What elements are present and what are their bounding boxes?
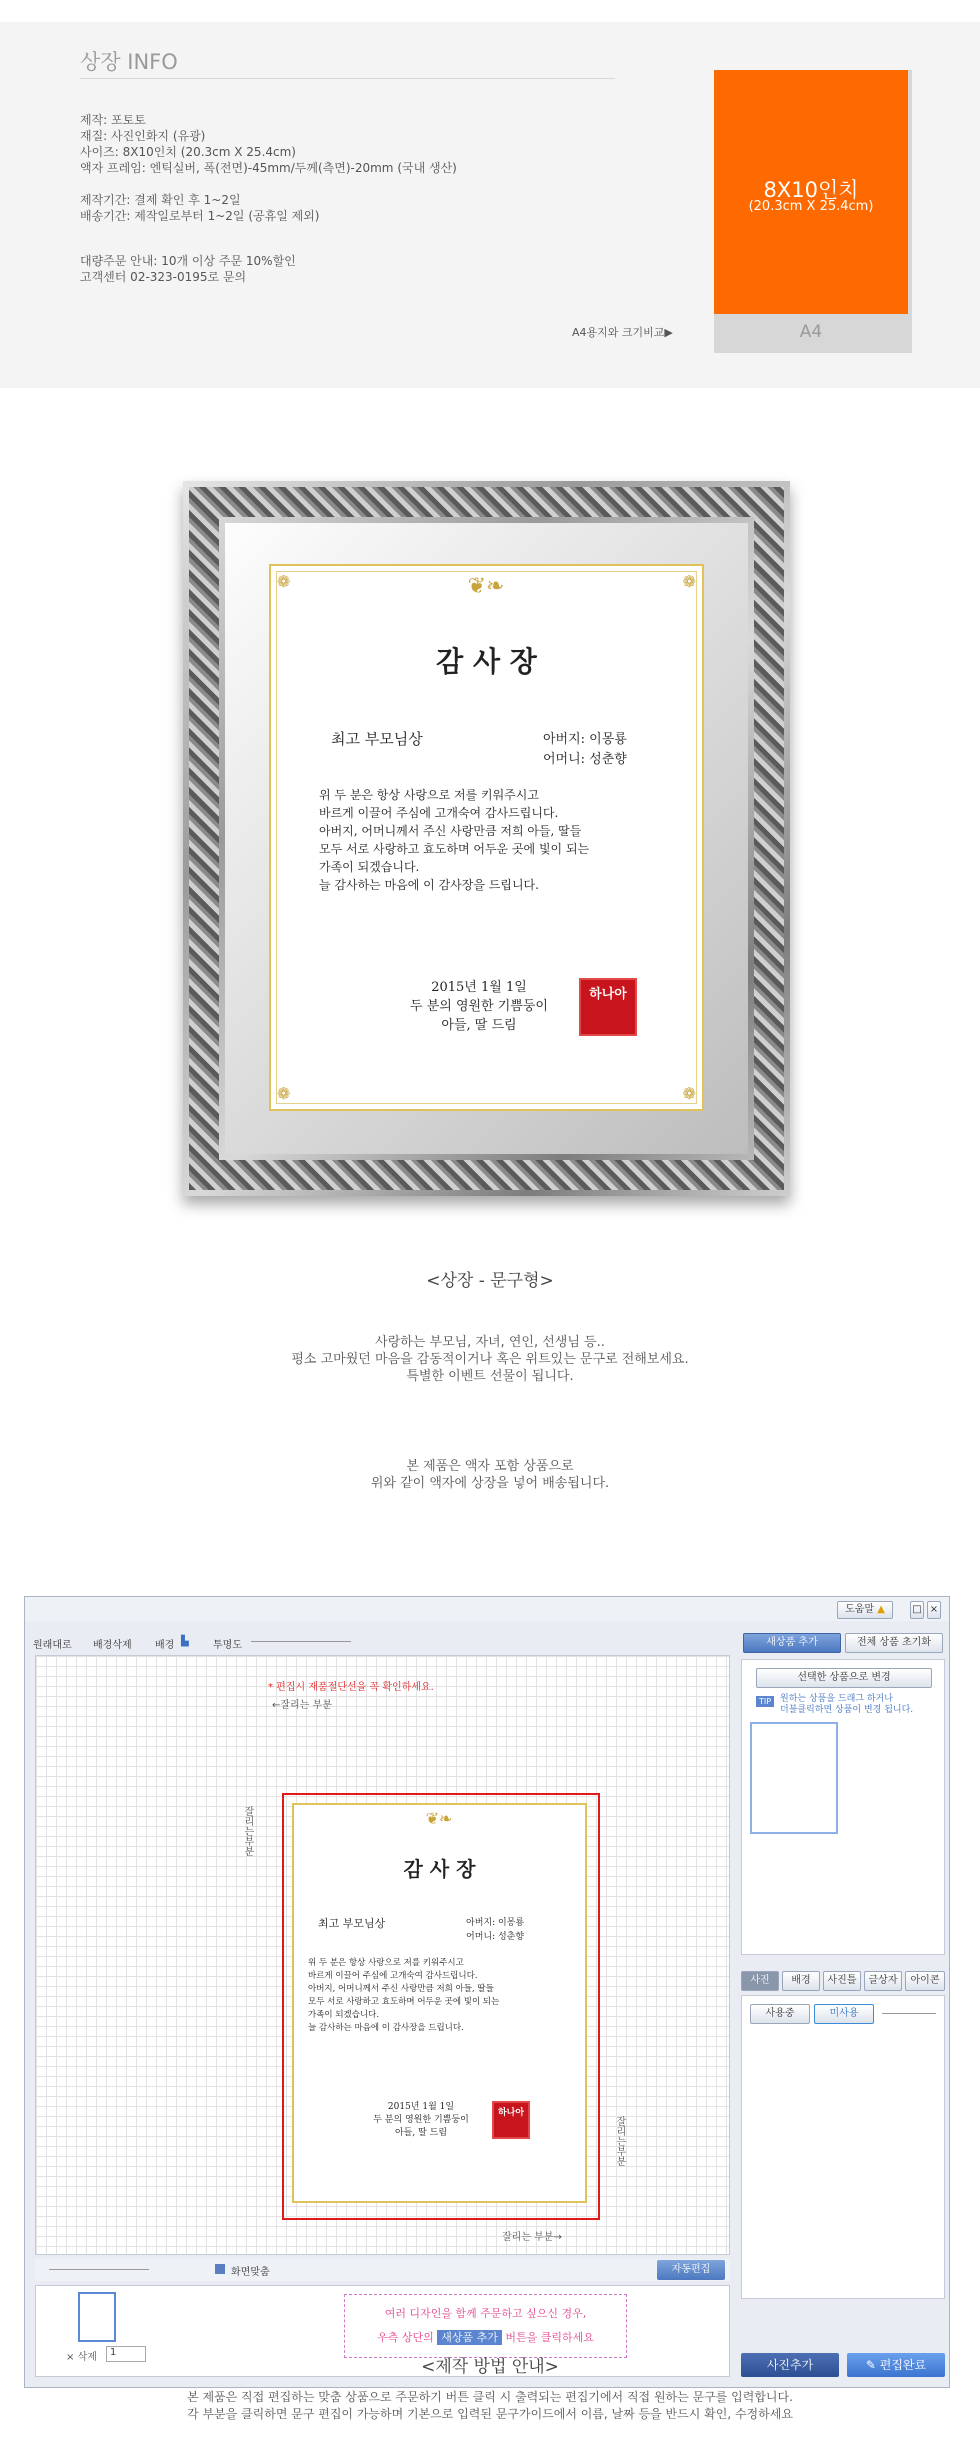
background-button[interactable]: 배경 bbox=[155, 1640, 175, 1651]
corner-ornament-icon: ❁ bbox=[277, 572, 291, 591]
gold-ornament-icon: ❦❧ bbox=[425, 1809, 453, 1828]
tip-badge: TIP bbox=[756, 1696, 774, 1707]
caption-line: 특별한 이벤트 선물이 됩니다. bbox=[406, 1369, 574, 1384]
body-line: 늘 감사하는 마음에 이 감사장을 드립니다. bbox=[319, 878, 539, 892]
corner-ornament-icon: ❁ bbox=[682, 572, 696, 591]
corner-ornament-icon: ❁ bbox=[277, 1084, 291, 1103]
used-filter[interactable]: 사용중 bbox=[750, 2004, 810, 2024]
guide-text bbox=[0, 2389, 980, 2423]
notice-text-a: 우측 상단의 bbox=[377, 2331, 434, 2344]
certificate-mother: 어머니: 성춘향 bbox=[543, 752, 627, 767]
caption-line: 본 제품은 액자 포함 상품으로 bbox=[406, 1459, 574, 1474]
cut-area-left: 잘리는부분 bbox=[242, 1806, 253, 1856]
certificate-recipient: 최고 부모님상 bbox=[331, 730, 423, 748]
reset-all-products-button[interactable]: 전체 상품 초기화 bbox=[845, 1633, 943, 1653]
delete-label: 삭제 bbox=[77, 2352, 97, 2363]
certificate-sign-line2: 아들, 딸 드림 bbox=[441, 1018, 517, 1033]
tip-line: 더블클릭하면 상품이 변경 됩니다. bbox=[780, 1705, 914, 1715]
size-compare-graphic bbox=[714, 70, 912, 353]
opacity-label: 투명도 bbox=[213, 1640, 242, 1651]
product-size-label: 8X10인치 bbox=[763, 178, 859, 202]
edit-icon: ✎ bbox=[865, 2358, 876, 2372]
guide-title: <제작 방법 안내> bbox=[421, 2357, 559, 2377]
change-to-selected-button[interactable]: 선택한 상품으로 변경 bbox=[756, 1668, 932, 1688]
a4-compare-label: A4용지와 크기비교▶ bbox=[572, 326, 673, 339]
fit-screen-label: 화면맞춤 bbox=[231, 2267, 270, 2278]
zoom-slider[interactable] bbox=[49, 2269, 149, 2270]
sidebar-tabs bbox=[741, 1971, 945, 1993]
product-list-panel bbox=[741, 1659, 945, 1955]
thumb-size-slider[interactable] bbox=[882, 2013, 936, 2014]
certificate-signature bbox=[389, 978, 569, 1035]
certificate-preview[interactable] bbox=[292, 1803, 587, 2203]
notice-text-b: 버튼을 클릭하세요 bbox=[505, 2331, 594, 2344]
add-photo-button[interactable]: 사진추가 bbox=[741, 2353, 839, 2377]
divider bbox=[80, 78, 615, 79]
quantity-input[interactable]: 1 bbox=[106, 2346, 146, 2362]
bulk-discount: 대량주문 안내: 10개 이상 주문 10%할인 bbox=[80, 254, 296, 268]
body-line: 위 두 분은 항상 사랑으로 저를 키워주시고 bbox=[319, 788, 539, 802]
caption-line: 평소 고마웠던 마음을 감동적이거나 혹은 위트있는 문구로 전해보세요. bbox=[291, 1352, 689, 1367]
multi-design-notice bbox=[344, 2294, 627, 2358]
tab-background[interactable]: 배경 bbox=[782, 1971, 820, 1991]
design-thumbnail[interactable] bbox=[78, 2292, 116, 2342]
certificate-paper bbox=[269, 564, 704, 1111]
minimize-icon[interactable]: □ bbox=[910, 1601, 924, 1619]
body-line: 가족이 되겠습니다. bbox=[319, 860, 420, 874]
fit-screen-checkbox[interactable] bbox=[215, 2264, 225, 2274]
schedule-list bbox=[80, 192, 319, 224]
caption-line: 사랑하는 부모님, 자녀, 연인, 선생님 등.. bbox=[375, 1335, 605, 1350]
tab-photo[interactable]: 사진 bbox=[741, 1971, 779, 1991]
caption-paragraph-1 bbox=[0, 1334, 980, 1385]
body-line: 모두 서로 사랑하고 효도하며 어두운 곳에 빛이 되는 bbox=[319, 842, 590, 856]
corner-ornament-icon: ❁ bbox=[682, 1084, 696, 1103]
preview-recipient[interactable]: 최고 부모님상 bbox=[318, 1917, 386, 1930]
certificate-title: 감 사 장 bbox=[436, 645, 537, 678]
tip-text bbox=[780, 1694, 913, 1716]
preview-sign-line2: 아들, 딸 드림 bbox=[394, 2128, 448, 2138]
preview-body[interactable] bbox=[308, 1957, 499, 2035]
cut-area-top: ←잘리는 부분 bbox=[272, 1700, 332, 1711]
customer-center: 고객센터 02-323-0195로 문의 bbox=[80, 270, 247, 284]
cut-area-bottom: 잘리는 부분→ bbox=[502, 2232, 562, 2243]
body-line: 모두 서로 사랑하고 효도하며 어두운 곳에 빛이 되는 bbox=[308, 1997, 500, 2007]
preview-father[interactable]: 아버지: 이몽룡 bbox=[466, 1918, 525, 1928]
edit-canvas[interactable] bbox=[35, 1655, 730, 2255]
tip-line: 원하는 상품을 드래그 하거나 bbox=[780, 1694, 893, 1704]
spec-list bbox=[80, 112, 457, 176]
preview-title[interactable]: 감 사 장 bbox=[403, 1857, 476, 1881]
certificate-body bbox=[319, 786, 589, 894]
reset-button[interactable]: 원래대로 bbox=[33, 1640, 72, 1651]
body-line: 가족이 되겠습니다. bbox=[308, 2010, 380, 2020]
photo-panel bbox=[741, 1995, 945, 2299]
unused-filter[interactable]: 미사용 bbox=[814, 2004, 874, 2024]
spec-material: 재질: 사진인화지 (유광) bbox=[80, 129, 206, 143]
tab-icon[interactable]: 아이콘 bbox=[905, 1971, 945, 1991]
background-icon: ▙ bbox=[181, 1636, 189, 1647]
preview-sign-line1: 두 분의 영원한 기쁨둥이 bbox=[373, 2115, 469, 2125]
tab-photo-frame[interactable]: 사진틀 bbox=[823, 1971, 861, 1991]
gold-ornament-icon: ❦❧ bbox=[467, 574, 505, 599]
editor-screenshot bbox=[24, 1596, 950, 2388]
caption-paragraph-2 bbox=[0, 1458, 980, 1492]
preview-signature[interactable] bbox=[356, 2101, 486, 2140]
product-size-cm: (20.3cm X 25.4cm) bbox=[748, 199, 874, 214]
right-sidebar bbox=[741, 1633, 945, 2378]
close-icon[interactable]: × bbox=[927, 1601, 941, 1619]
canvas-bottom-bar bbox=[35, 2259, 730, 2281]
body-line: 늘 감사하는 마음에 이 감사장을 드립니다. bbox=[308, 2023, 464, 2033]
body-line: 아버지, 어머니께서 주신 사랑만큼 저희 아들, 딸들 bbox=[308, 1984, 494, 1994]
bulk-order-info bbox=[80, 253, 296, 285]
shipping-period: 배송기간: 제작일로부터 1~2일 (공휴일 제외) bbox=[80, 209, 320, 223]
product-caption-title: <상장 - 문구형> bbox=[426, 1271, 554, 1291]
canvas-toolbar bbox=[33, 1633, 733, 1653]
preview-seal: 하나아 bbox=[492, 2101, 530, 2139]
notice-line1: 여러 디자인을 함께 주문하고 싶으신 경우, bbox=[384, 2307, 587, 2320]
delete-background-button[interactable]: 배경삭제 bbox=[93, 1640, 132, 1651]
a4-label: A4 bbox=[799, 322, 823, 342]
certificate-date: 2015년 1월 1일 bbox=[431, 980, 527, 995]
new-product-button[interactable]: 새상품 추가 bbox=[743, 1633, 841, 1653]
notice-line2 bbox=[345, 2329, 626, 2345]
warning-icon: ▲ bbox=[877, 1604, 885, 1615]
preview-date: 2015년 1월 1일 bbox=[387, 2102, 455, 2112]
spec-size: 사이즈: 8X10인치 (20.3cm X 25.4cm) bbox=[80, 145, 296, 159]
body-line: 아버지, 어머니께서 주신 사랑만큼 저희 아들, 딸들 bbox=[319, 824, 582, 838]
spec-frame: 액자 프레임: 엔틱실버, 폭(전면)-45mm/두께(측면)-20mm (국내 생산) bbox=[80, 161, 457, 175]
framed-certificate-image bbox=[183, 481, 790, 1196]
delete-design-button[interactable]: × 삭제 bbox=[66, 2352, 97, 2363]
red-seal-stamp: 하나아 bbox=[579, 978, 637, 1036]
help-label: 도움말 bbox=[845, 1604, 875, 1615]
certificate-sign-line1: 두 분의 영원한 기쁨둥이 bbox=[410, 999, 548, 1014]
certificate-father: 아버지: 이몽룡 bbox=[543, 732, 627, 747]
product-info-section bbox=[0, 22, 980, 388]
spec-maker: 제작: 포토토 bbox=[80, 113, 146, 127]
help-button[interactable] bbox=[837, 1601, 893, 1619]
body-line: 위 두 분은 항상 사랑으로 저를 키워주시고 bbox=[308, 1958, 464, 1968]
info-title: 상장 INFO bbox=[80, 50, 178, 74]
body-line: 바르게 이끌어 주심에 고개숙여 감사드립니다. bbox=[319, 806, 559, 820]
cut-line-warning: * 편집시 재품절단선을 꼭 확인하세요. bbox=[268, 1682, 434, 1693]
guide-line: 각 부분을 클릭하면 문구 편집이 가능하며 기본으로 입력된 문구가이드에서 이름, 날짜 등을 반드시 확인, 수정하세요 bbox=[187, 2407, 793, 2421]
cut-area-right: 잘리는부분 bbox=[614, 2116, 625, 2166]
tab-textbox[interactable]: 글상자 bbox=[864, 1971, 902, 1991]
production-period: 제작기간: 결제 확인 후 1~2일 bbox=[80, 193, 241, 207]
editor-title-bar bbox=[25, 1597, 949, 1621]
notice-new-product-chip: 새상품 추가 bbox=[437, 2330, 502, 2345]
body-line: 바르게 이끌어 주심에 고개숙여 감사드립니다. bbox=[308, 1971, 478, 1981]
product-thumbnail[interactable] bbox=[750, 1722, 838, 1834]
caption-line: 위와 같이 액자에 상장을 넣어 배송됩니다. bbox=[370, 1476, 610, 1491]
auto-edit-button[interactable]: 자동편집 bbox=[657, 2260, 725, 2280]
opacity-slider[interactable] bbox=[251, 1641, 351, 1642]
preview-mother[interactable]: 어머니: 성춘향 bbox=[466, 1932, 525, 1942]
guide-line: 본 제품은 직접 편집하는 맞춤 상품으로 주문하기 버튼 클릭 시 출력되는 편집기에서 직접 원하는 문구를 입력합니다. bbox=[187, 2390, 793, 2404]
finish-edit-label: 편집완료 bbox=[879, 2358, 927, 2372]
product-size-block bbox=[714, 70, 908, 314]
